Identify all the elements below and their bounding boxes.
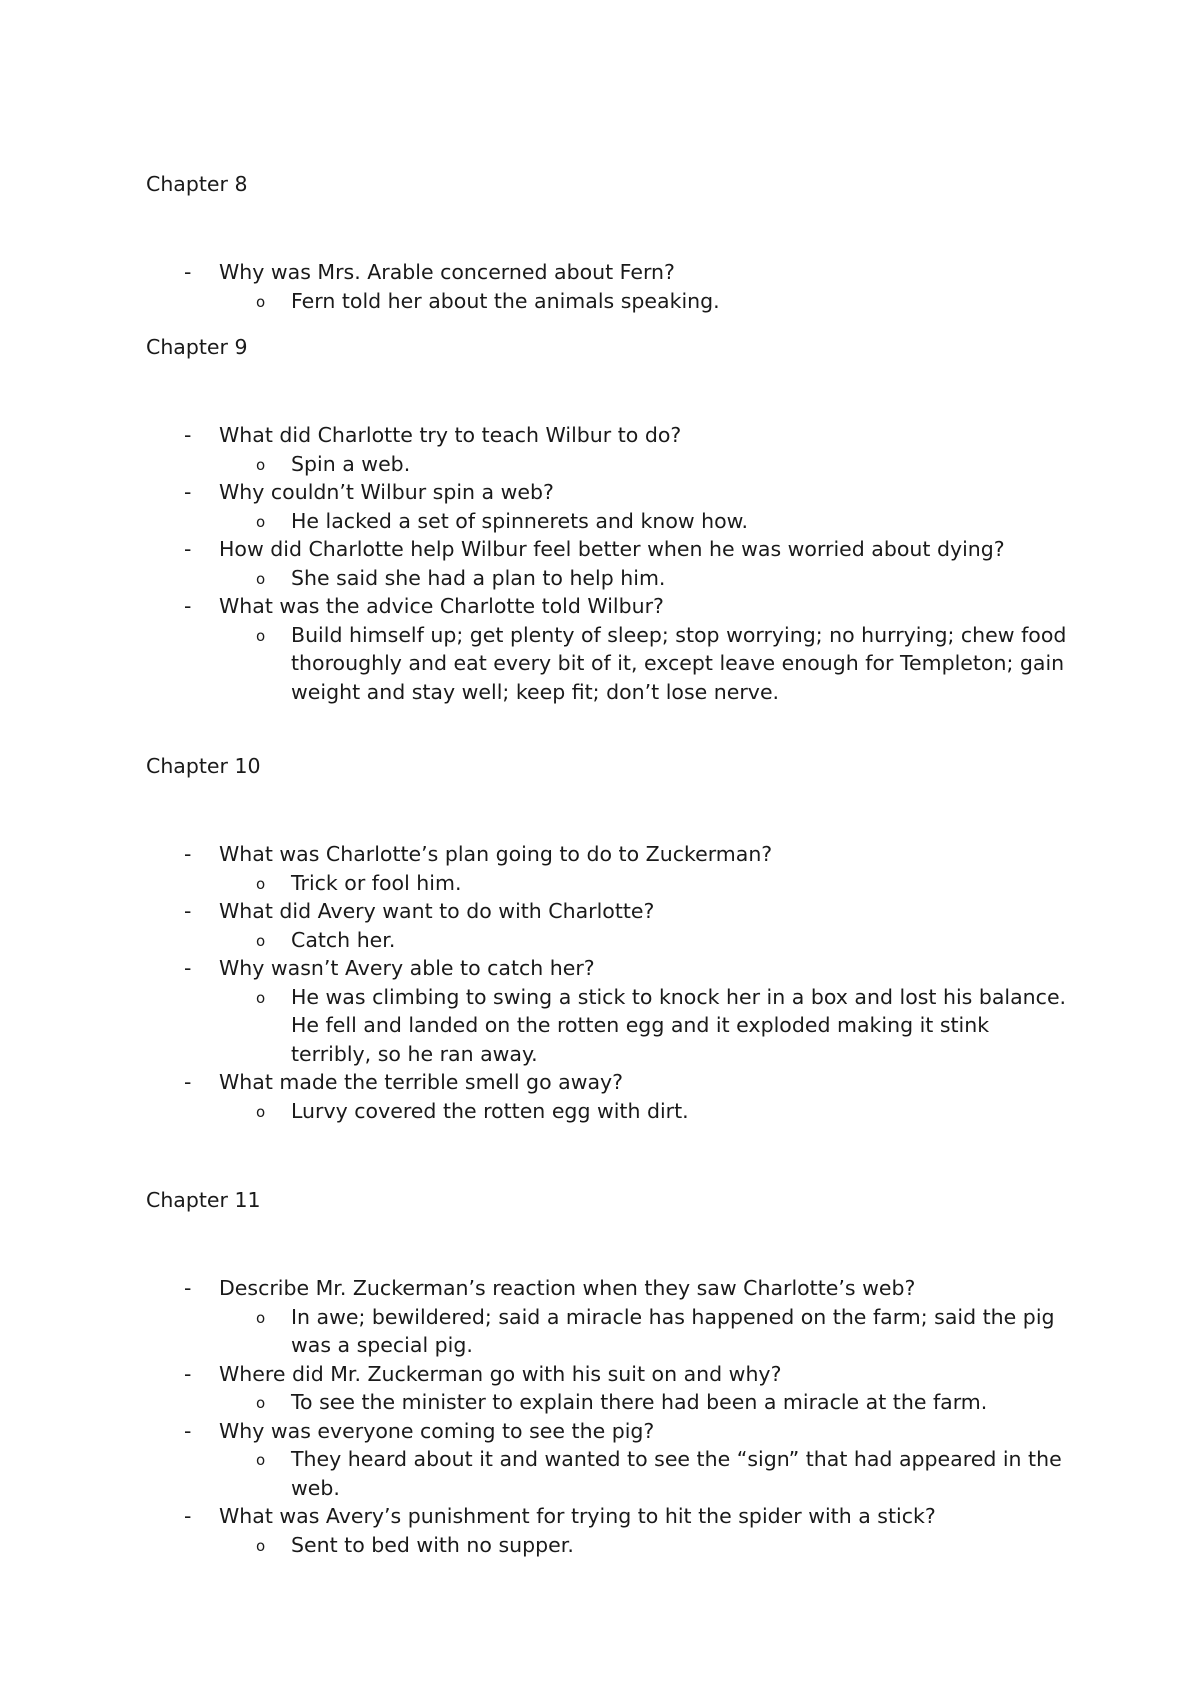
qa-list: [0, 421, 1200, 706]
qa-list: [0, 258, 1200, 315]
question-item: - Why was Mrs. Arable concerned about Fern?: [0, 258, 1069, 287]
qa-list: [0, 1274, 1200, 1559]
question-item: - Describe Mr. Zuckerman’s reaction when they saw Charlotte’s web?: [0, 1274, 1069, 1303]
answer-item: o To see the minister to explain there had been a miracle at the farm.: [0, 1388, 1071, 1417]
answer-item: o Catch her.: [0, 926, 1071, 955]
answer-item: o They heard about it and wanted to see the “sign” that had appeared in the web.: [0, 1445, 1071, 1502]
answer-item: o Build himself up; get plenty of sleep; stop worrying; no hurrying; chew food thoroughly and eat every bit of it, except leave enough for Templeton; gain weight and stay well; keep fit; don’t lose nerve.: [0, 621, 1071, 707]
chapter-heading: Chapter 9: [146, 335, 248, 359]
answer-item: o Fern told her about the animals speaking.: [0, 287, 1071, 316]
question-item: - Why was everyone coming to see the pig?: [0, 1417, 1069, 1446]
answer-item: o Lurvy covered the rotten egg with dirt.: [0, 1097, 1071, 1126]
question-item: - What did Charlotte try to teach Wilbur to do?: [0, 421, 1069, 450]
answer-item: o Trick or fool him.: [0, 869, 1071, 898]
question-item: - What was Charlotte’s plan going to do to Zuckerman?: [0, 840, 1069, 869]
question-item: - What was Avery’s punishment for trying to hit the spider with a stick?: [0, 1502, 1069, 1531]
chapter-heading: Chapter 8: [146, 172, 248, 196]
question-item: - Why wasn’t Avery able to catch her?: [0, 954, 1069, 983]
question-item: - Where did Mr. Zuckerman go with his suit on and why?: [0, 1360, 1069, 1389]
answer-item: o He was climbing to swing a stick to knock her in a box and lost his balance. He fell and landed on the rotten egg and it exploded making it stink terribly, so he ran away.: [0, 983, 1071, 1069]
question-item: - What made the terrible smell go away?: [0, 1068, 1069, 1097]
question-item: - How did Charlotte help Wilbur feel better when he was worried about dying?: [0, 535, 1069, 564]
qa-list: [0, 840, 1200, 1125]
answer-item: o Spin a web.: [0, 450, 1071, 479]
chapter-heading: Chapter 10: [146, 754, 261, 778]
question-item: - What was the advice Charlotte told Wilbur?: [0, 592, 1069, 621]
question-item: - What did Avery want to do with Charlotte?: [0, 897, 1069, 926]
answer-item: o She said she had a plan to help him.: [0, 564, 1071, 593]
question-item: - Why couldn’t Wilbur spin a web?: [0, 478, 1069, 507]
answer-item: o He lacked a set of spinnerets and know how.: [0, 507, 1071, 536]
chapter-heading: Chapter 11: [146, 1188, 261, 1212]
answer-item: o In awe; bewildered; said a miracle has happened on the farm; said the pig was a special pig.: [0, 1303, 1071, 1360]
answer-item: o Sent to bed with no supper.: [0, 1531, 1071, 1560]
